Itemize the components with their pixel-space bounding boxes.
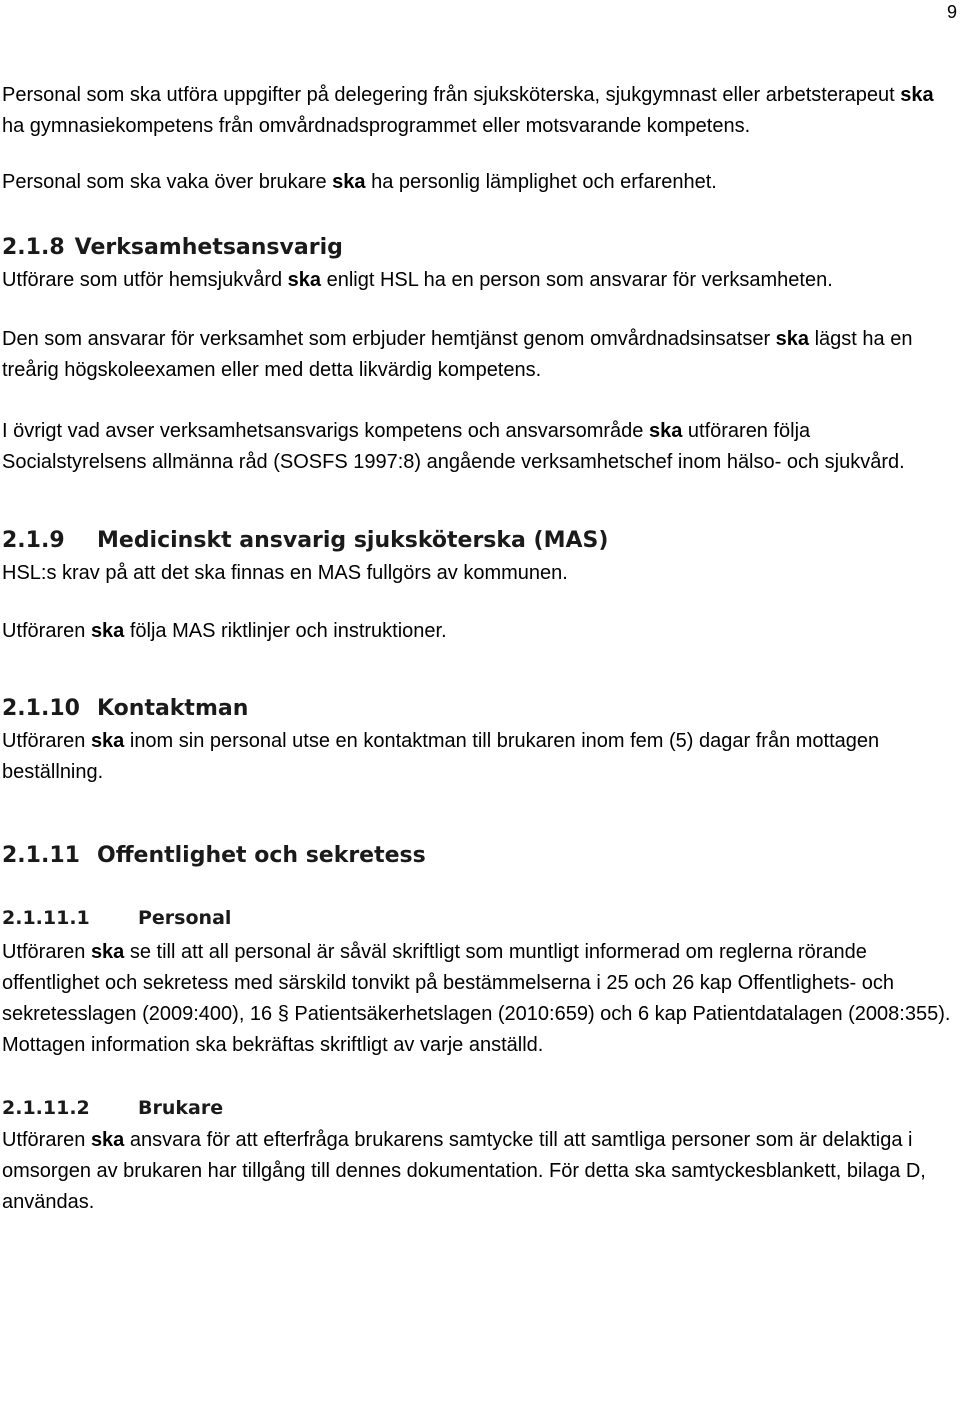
text: ansvara för att efterfråga brukarens samtycke till att samtliga personer som är delaktiga i omsorgen av brukaren har tillgång till dennes dokumentation. För detta ska samtyckesblankett, bilaga D, användas. bbox=[2, 1129, 926, 1213]
text: Utföraren bbox=[2, 941, 91, 963]
paragraph-samtycke bbox=[2, 1125, 957, 1218]
emphasis: ska bbox=[90, 730, 125, 752]
emphasis: ska bbox=[90, 620, 125, 642]
heading-title: Verksamhetsansvarig bbox=[74, 235, 343, 260]
heading-title: Brukare bbox=[138, 1097, 224, 1119]
text: Personal som ska vaka över brukare bbox=[2, 171, 333, 193]
emphasis: ska bbox=[775, 328, 810, 350]
text: enligt HSL ha en person som ansvarar för verksamheten. bbox=[321, 269, 833, 291]
text: Utförare som utför hemsjukvård bbox=[2, 269, 288, 291]
text: inom sin personal utse en kontaktman till brukaren inom fem (5) dagar från mottagen beställning. bbox=[2, 730, 880, 783]
heading-2-1-10 bbox=[2, 694, 957, 724]
heading-2-1-11 bbox=[2, 841, 957, 871]
heading-title: Kontaktman bbox=[97, 696, 249, 721]
heading-2-1-11-1 bbox=[2, 904, 957, 932]
text: I övrigt vad avser verksamhetsansvarigs kompetens och ansvarsområde bbox=[2, 420, 649, 442]
emphasis: ska bbox=[648, 420, 683, 442]
text: Patientsäkerhetslagen (2010:659) och 6 kap Patientdatalagen (2008:355). Mottagen information ska bekräftas skriftligt av varje anställd. bbox=[2, 1003, 951, 1056]
text: lägst ha en treårig högskoleexamen eller med detta likvärdig kompetens. bbox=[2, 328, 913, 381]
heading-title: Offentlighet och sekretess bbox=[97, 843, 426, 868]
emphasis: ska bbox=[90, 941, 125, 963]
paragraph-sekretess bbox=[2, 937, 957, 1061]
heading-title: Medicinskt ansvarig sjuksköterska (MAS) bbox=[97, 528, 609, 553]
text: utföraren följa Socialstyrelsens allmänna råd (SOSFS 1997:8) angående verksamhetschef inom hälso- och sjukvård. bbox=[2, 420, 905, 473]
paragraph-delegation bbox=[2, 80, 957, 142]
emphasis: ska bbox=[900, 84, 934, 106]
text: Utföraren bbox=[2, 620, 91, 642]
paragraph-kontaktman bbox=[2, 726, 957, 788]
text: Personal som ska utföra uppgifter på delegering från sjuksköterska, sjukgymnast eller arbetsterapeut bbox=[2, 84, 901, 106]
section-sign: § bbox=[277, 1003, 289, 1025]
text: se till att all personal är såväl skriftligt som muntligt informerad om reglerna rörande offentlighet och sekretess med särskild tonvikt på bestämmelserna i 25 och 26 kap Offentlighets- och sekretesslagen (2009:400), 16 bbox=[2, 941, 894, 1025]
heading-2-1-9 bbox=[2, 526, 957, 556]
heading-number: 2.1.11 bbox=[2, 843, 80, 868]
document-body bbox=[2, 80, 957, 1218]
emphasis: ska bbox=[287, 269, 322, 291]
text: Utföraren bbox=[2, 1129, 91, 1151]
text: Utföraren bbox=[2, 730, 91, 752]
text: ha gymnasiekompetens från omvårdnadsprogrammet eller motsvarande kompetens. bbox=[2, 115, 751, 137]
paragraph-hemsjukvard bbox=[2, 265, 957, 296]
paragraph-sosfs bbox=[2, 416, 957, 478]
heading-number: 2.1.9 bbox=[2, 528, 65, 553]
heading-number: 2.1.11.2 bbox=[2, 1097, 90, 1119]
text: Den som ansvarar för verksamhet som erbjuder hemtjänst genom omvårdnadsinsatser bbox=[2, 328, 776, 350]
paragraph-mas: HSL:s krav på att det ska finnas en MAS fullgörs av kommunen. bbox=[2, 562, 568, 584]
emphasis: ska bbox=[90, 1129, 125, 1151]
paragraph-hemtjanst bbox=[2, 324, 957, 386]
text: följa MAS riktlinjer och instruktioner. bbox=[124, 620, 447, 642]
heading-number: 2.1.8 bbox=[2, 235, 65, 260]
heading-2-1-8 bbox=[2, 233, 957, 263]
paragraph-vaka bbox=[2, 167, 957, 198]
heading-2-1-11-2 bbox=[2, 1094, 957, 1122]
page-number: 9 bbox=[946, 2, 957, 22]
emphasis: ska bbox=[332, 171, 366, 193]
heading-number: 2.1.11.1 bbox=[2, 907, 90, 929]
heading-title: Personal bbox=[138, 907, 232, 929]
paragraph-mas-riktlinjer bbox=[2, 616, 957, 647]
heading-number: 2.1.10 bbox=[2, 696, 80, 721]
text: ha personlig lämplighet och erfarenhet. bbox=[365, 171, 717, 193]
